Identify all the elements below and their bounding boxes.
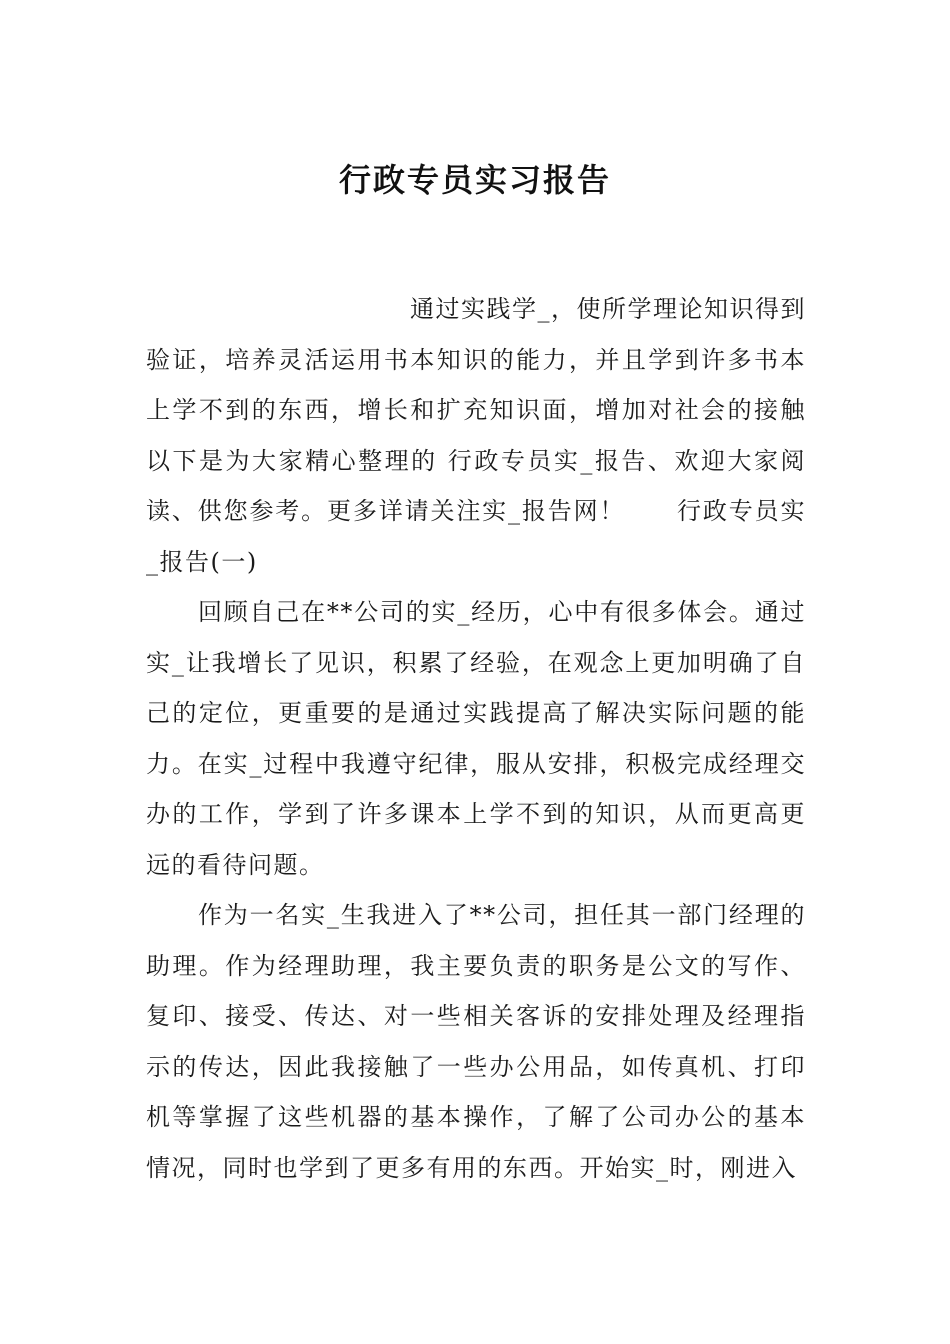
paragraph-duties: 作为一名实_生我进入了**公司，担任其一部门经理的助理。作为经理助理，我主要负责的职务是公文的写作、复印、接受、传达、对一些相关客诉的安排处理及经理指示的传达，因此我接触了一些办公用品，如传真机、打印机等掌握了这些机器的基本操作，了解了公司办公的基本情况，同时也学到了更多有用的东西。开始实_时，刚进入	[146, 901, 806, 1182]
document-title: 行政专员实习报告	[338, 161, 611, 199]
paragraph-review: 回顾自己在**公司的实_经历，心中有很多体会。通过实_让我增长了见识，积累了经验，在观念上更加明确了自己的定位，更重要的是通过实践提高了解决实际问题的能力。在实_过程中我遵守纪律，服从安排，积极完成经理交办的工作，学到了许多课本上学不到的知识，从而更高更远的看待问题。	[146, 598, 806, 879]
paragraph-intro: 通过实践学_，使所学理论知识得到验证，培养灵活运用书本知识的能力，并且学到许多书本上学不到的东西，增长和扩充知识面，增加对社会的接触以下是为大家精心整理的 行政专员实_报告、欢迎大家阅读、供您参考。更多详请关注实_报告网！ 行政专员实_报告(一)	[146, 295, 806, 576]
document-body	[146, 284, 806, 1193]
